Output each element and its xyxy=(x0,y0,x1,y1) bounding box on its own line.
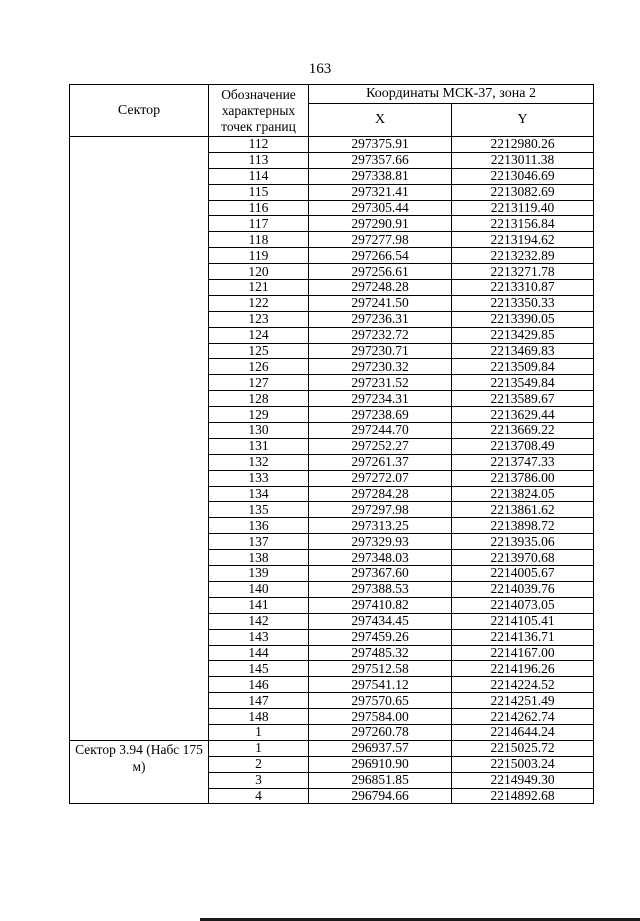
y-cell: 2213194.62 xyxy=(452,232,594,248)
y-cell: 2213786.00 xyxy=(452,470,594,486)
table-row xyxy=(70,137,594,153)
x-cell: 297277.98 xyxy=(309,232,452,248)
point-cell: 1 xyxy=(209,740,309,756)
point-cell: 136 xyxy=(209,518,309,534)
y-cell: 2213509.84 xyxy=(452,359,594,375)
y-cell: 2213046.69 xyxy=(452,168,594,184)
x-cell: 297256.61 xyxy=(309,264,452,280)
header-coordinates: Координаты МСК-37, зона 2 xyxy=(309,85,594,104)
y-cell: 2214105.41 xyxy=(452,613,594,629)
point-cell: 123 xyxy=(209,311,309,327)
y-cell: 2214073.05 xyxy=(452,597,594,613)
header-sector: Сектор xyxy=(70,85,209,137)
y-cell: 2213898.72 xyxy=(452,518,594,534)
point-cell: 126 xyxy=(209,359,309,375)
point-cell: 4 xyxy=(209,788,309,804)
y-cell: 2213011.38 xyxy=(452,152,594,168)
y-cell: 2214005.67 xyxy=(452,566,594,582)
point-cell: 148 xyxy=(209,709,309,725)
point-cell: 143 xyxy=(209,629,309,645)
header-y: Y xyxy=(452,104,594,137)
point-cell: 146 xyxy=(209,677,309,693)
x-cell: 297375.91 xyxy=(309,137,452,153)
x-cell: 297236.31 xyxy=(309,311,452,327)
x-cell: 297284.28 xyxy=(309,486,452,502)
x-cell: 297357.66 xyxy=(309,152,452,168)
point-cell: 112 xyxy=(209,137,309,153)
y-cell: 2213156.84 xyxy=(452,216,594,232)
x-cell: 297321.41 xyxy=(309,184,452,200)
sector-cell: Сектор 3.94 (Набс 175 м) xyxy=(70,740,209,804)
y-cell: 2214039.76 xyxy=(452,581,594,597)
x-cell: 297410.82 xyxy=(309,597,452,613)
x-cell: 297230.32 xyxy=(309,359,452,375)
point-cell: 138 xyxy=(209,550,309,566)
page-number: 163 xyxy=(308,61,332,77)
y-cell: 2213708.49 xyxy=(452,438,594,454)
x-cell: 297241.50 xyxy=(309,295,452,311)
y-cell: 2214196.26 xyxy=(452,661,594,677)
point-cell: 141 xyxy=(209,597,309,613)
x-cell: 297329.93 xyxy=(309,534,452,550)
x-cell: 297434.45 xyxy=(309,613,452,629)
x-cell: 297338.81 xyxy=(309,168,452,184)
y-cell: 2213861.62 xyxy=(452,502,594,518)
point-cell: 2 xyxy=(209,756,309,772)
point-cell: 117 xyxy=(209,216,309,232)
y-cell: 2213589.67 xyxy=(452,391,594,407)
point-cell: 127 xyxy=(209,375,309,391)
x-cell: 297260.78 xyxy=(309,724,452,740)
x-cell: 297485.32 xyxy=(309,645,452,661)
x-cell: 296794.66 xyxy=(309,788,452,804)
point-cell: 145 xyxy=(209,661,309,677)
y-cell: 2213310.87 xyxy=(452,280,594,296)
x-cell: 297231.52 xyxy=(309,375,452,391)
y-cell: 2213271.78 xyxy=(452,264,594,280)
point-cell: 122 xyxy=(209,295,309,311)
y-cell: 2212980.26 xyxy=(452,137,594,153)
x-cell: 297388.53 xyxy=(309,581,452,597)
x-cell: 296910.90 xyxy=(309,756,452,772)
table-row xyxy=(70,740,594,756)
header-point-designation: Обозначение характерных точек границ xyxy=(209,85,309,137)
x-cell: 297244.70 xyxy=(309,423,452,439)
y-cell: 2213629.44 xyxy=(452,407,594,423)
y-cell: 2214251.49 xyxy=(452,693,594,709)
y-cell: 2213232.89 xyxy=(452,248,594,264)
x-cell: 297348.03 xyxy=(309,550,452,566)
x-cell: 297290.91 xyxy=(309,216,452,232)
x-cell: 297313.25 xyxy=(309,518,452,534)
x-cell: 297252.27 xyxy=(309,438,452,454)
coordinates-table xyxy=(69,84,594,804)
y-cell: 2213935.06 xyxy=(452,534,594,550)
y-cell: 2214644.24 xyxy=(452,724,594,740)
x-cell: 297261.37 xyxy=(309,454,452,470)
point-cell: 121 xyxy=(209,280,309,296)
y-cell: 2213119.40 xyxy=(452,200,594,216)
point-cell: 113 xyxy=(209,152,309,168)
point-cell: 114 xyxy=(209,168,309,184)
point-cell: 120 xyxy=(209,264,309,280)
y-cell: 2214167.00 xyxy=(452,645,594,661)
point-cell: 128 xyxy=(209,391,309,407)
x-cell: 296851.85 xyxy=(309,772,452,788)
y-cell: 2215025.72 xyxy=(452,740,594,756)
y-cell: 2213390.05 xyxy=(452,311,594,327)
point-cell: 132 xyxy=(209,454,309,470)
point-cell: 115 xyxy=(209,184,309,200)
y-cell: 2214224.52 xyxy=(452,677,594,693)
point-cell: 124 xyxy=(209,327,309,343)
y-cell: 2213429.85 xyxy=(452,327,594,343)
y-cell: 2213824.05 xyxy=(452,486,594,502)
y-cell: 2213747.33 xyxy=(452,454,594,470)
x-cell: 297305.44 xyxy=(309,200,452,216)
point-cell: 3 xyxy=(209,772,309,788)
x-cell: 297266.54 xyxy=(309,248,452,264)
point-cell: 125 xyxy=(209,343,309,359)
y-cell: 2213669.22 xyxy=(452,423,594,439)
point-cell: 144 xyxy=(209,645,309,661)
header-x: X xyxy=(309,104,452,137)
point-cell: 133 xyxy=(209,470,309,486)
x-cell: 297232.72 xyxy=(309,327,452,343)
x-cell: 297459.26 xyxy=(309,629,452,645)
point-cell: 129 xyxy=(209,407,309,423)
x-cell: 297230.71 xyxy=(309,343,452,359)
point-cell: 147 xyxy=(209,693,309,709)
x-cell: 297238.69 xyxy=(309,407,452,423)
point-cell: 116 xyxy=(209,200,309,216)
point-cell: 135 xyxy=(209,502,309,518)
x-cell: 297367.60 xyxy=(309,566,452,582)
point-cell: 130 xyxy=(209,423,309,439)
point-cell: 118 xyxy=(209,232,309,248)
x-cell: 297584.00 xyxy=(309,709,452,725)
y-cell: 2214136.71 xyxy=(452,629,594,645)
point-cell: 119 xyxy=(209,248,309,264)
x-cell: 297272.07 xyxy=(309,470,452,486)
x-cell: 297570.65 xyxy=(309,693,452,709)
point-cell: 1 xyxy=(209,724,309,740)
x-cell: 297297.98 xyxy=(309,502,452,518)
point-cell: 131 xyxy=(209,438,309,454)
sector-cell xyxy=(70,137,209,741)
point-cell: 137 xyxy=(209,534,309,550)
y-cell: 2214892.68 xyxy=(452,788,594,804)
y-cell: 2213549.84 xyxy=(452,375,594,391)
point-cell: 139 xyxy=(209,566,309,582)
y-cell: 2215003.24 xyxy=(452,756,594,772)
y-cell: 2214262.74 xyxy=(452,709,594,725)
y-cell: 2213082.69 xyxy=(452,184,594,200)
x-cell: 297234.31 xyxy=(309,391,452,407)
table-body xyxy=(70,137,594,804)
point-cell: 134 xyxy=(209,486,309,502)
x-cell: 297541.12 xyxy=(309,677,452,693)
y-cell: 2214949.30 xyxy=(452,772,594,788)
x-cell: 297248.28 xyxy=(309,280,452,296)
point-cell: 140 xyxy=(209,581,309,597)
x-cell: 297512.58 xyxy=(309,661,452,677)
y-cell: 2213350.33 xyxy=(452,295,594,311)
y-cell: 2213970.68 xyxy=(452,550,594,566)
x-cell: 296937.57 xyxy=(309,740,452,756)
y-cell: 2213469.83 xyxy=(452,343,594,359)
point-cell: 142 xyxy=(209,613,309,629)
